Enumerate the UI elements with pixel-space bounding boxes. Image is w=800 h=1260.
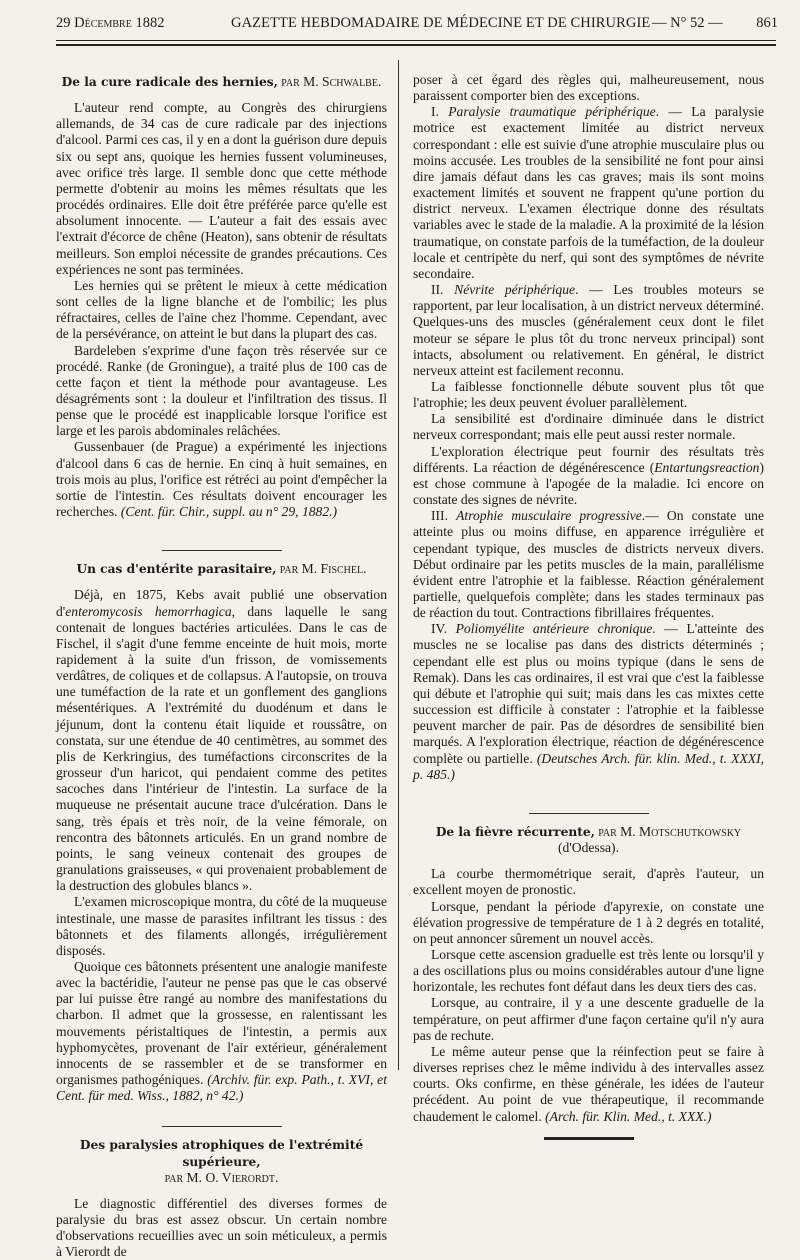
section-number: III. <box>431 508 457 524</box>
paragraph-text: L'exploration électrique peut fournir des résultats très différents. La réaction de dégénérescence ( <box>413 443 764 475</box>
paragraph <box>413 282 764 379</box>
citation: (Arch. für. Klin. Med., t. XXX.) <box>545 1108 712 1124</box>
paragraph <box>413 1044 764 1125</box>
section-number: IV. <box>431 621 456 637</box>
header-rule-thin <box>56 40 776 41</box>
paragraph: Bardeleben s'exprime d'une façon très réservée sur ce procédé. Ranke (de Groningue), a traité plus de 100 cas de cette façon et tient la méthode pour avantageuse. Les désagréments sont : la douleur et l'infiltration des tissus. Il pense que le procédé est inapplicable lorsque l'orifice est large et les parois abdominales relâchées. <box>56 342 387 439</box>
paragraph-text: Le même auteur pense que la réinfection peut se faire à diverses reprises chez le même individu à des intervalles assez courts. Oks confirme, en thèse générale, les idées de l'auteur précédent. Au point de vue thérapeutique, il recommande chaudement le calomel. <box>413 1043 764 1124</box>
paragraph-text: Quoique ces bâtonnets présentent une analogie manifeste avec la bactéridie, l'auteur ne pense pas que le cas observé par lui puisse être rangé au nombre des manifestations du charbon. Il admet que la grossesse, en ralentissant les mouvements péristaltiques de l'intestin, a permis aux hyphomycètes, provenant de l'air extérieur, généralement innocents de se rassembler et de se transformer en organismes pathogéniques. <box>56 958 387 1088</box>
paragraph <box>56 959 387 1104</box>
emphasis: Entartungsreaction <box>654 459 760 475</box>
section-heading: Névrite périphérique <box>454 282 576 298</box>
section-heading: Poliomyélite antérieure chronique <box>455 621 653 637</box>
article-title: Un cas d'entérite parasitaire, <box>76 562 277 577</box>
author-origin: (d'Odessa). <box>558 840 619 856</box>
article-author: par M. Fischel. <box>276 561 367 577</box>
paragraph <box>413 508 764 621</box>
paragraph-text: . — Les troubles moteurs se rapportent, par leur localisation, à un district nerveux déterminé. Quelques-uns des muscles (généralement ceux dont le filet moteur se sépare le plus tôt du tronc nerveux principal) sont intacts, absolument ou relativement. En général, le district nerveux atteint est facilement reconnu. <box>413 282 764 378</box>
paragraph <box>413 104 764 282</box>
article-title: Des paralysies atrophiques de l'extrémité supérieure, <box>79 1138 364 1169</box>
article-author: par M. Motschutkowsky <box>594 823 742 839</box>
paragraph-text: . — L'atteinte des muscles ne se localise pas dans des districts déterminés ; cependant elle est plus ou moins typique (dans le sens de Remak). Dans les cas ordinaires, il est vrai que c'est la faiblesse qui débute et l'atrophie qui suit; mais dans les cas mixtes cette succession est difficile à constater : l'atrophie et la faiblesse peuvent marcher de pair. Pas de désordres de sensibilité bien marqués. A l'exploration électrique, réaction de dégénérescence complète ou partielle. <box>413 621 764 766</box>
column-divider <box>398 60 399 1070</box>
article-title: De la cure radicale des hernies, <box>61 75 278 89</box>
running-header <box>30 12 778 34</box>
paragraph-text: . — La paralysie motrice est exactement limitée au district nerveux correspondant : elle est suivie d'une atrophie musculaire plus ou moins accusée. Les troubles de la sensibilité ne font pour ainsi dire jamais défaut dans les cas graves; mais ils sont moins exactement limités et souvent ne frappent qu'une portion du district nerveux. L'examen électrique donne des résultats variables avec le stade de la maladie. A la proximité de la lésion traumatique, on constate parfois de la tuméfaction, de la douleur locale et centripète du nerf, qui sont des symptômes de névrite secondaire. <box>413 104 764 281</box>
paragraph: L'auteur rend compte, au Congrès des chirurgiens allemands, de 34 cas de cure radicale par des injections d'alcool. Parmi ces cas, il y en a dont la guérison dure depuis six ou sept ans, quoique les hernies fussent volumineuses, avec orifice très large. Il semble donc que cette méthode permette d'obtenir au moins les mêmes résultats que les procédés ordinaires. Elle doit être préférée parce qu'elle est absolument innocente. — L'auteur a fait des essais avec l'extrait d'écorce de chêne (Heaton), sans obtenir de résultats meilleurs. Son emploi nécessite de grandes précautions. Ces expériences ne sont pas terminées. <box>56 100 387 277</box>
paragraph: Les hernies qui se prêtent le mieux à cette médication sont celles de la ligne blanche et de l'ombilic; les plus réfractaires, celles de l'aine chez l'homme. Cependant, avec de la persévérance, on atteint le but dans la plupart des cas. <box>56 277 387 342</box>
paragraph: La courbe thermométrique serait, d'après l'auteur, un excellent moyen de pronostic. <box>413 866 764 898</box>
paragraph: Le diagnostic différentiel des diverses formes de paralysie du bras est assez obscur. Un certain nombre d'observations recueillies avec un soin méticuleux, a permis à Vierordt de <box>56 1195 387 1260</box>
section-number: I. <box>431 104 449 120</box>
paragraph-text: Gussenbauer (de Prague) a expérimenté les injections d'alcool dans 6 cas de hernie. En cinq à huit semaines, en trois mois au plus, l'orifice est rétréci au point d'empêcher la sortie de l'intestin. Ces résultats doivent encourager les recherches. <box>56 439 387 520</box>
right-column <box>413 72 764 1140</box>
paragraph: Lorsque, au contraire, il y a une descente graduelle de la température, on peut affirmer d'une façon certaine qu'il n'y aura pas de rechute. <box>413 995 764 1043</box>
journal-title: GAZETTE HEBDOMADAIRE DE MÉDECINE ET DE CHIRURGIE <box>231 15 651 31</box>
article-title: De la fièvre récurrente, <box>435 824 595 839</box>
paragraph <box>413 621 764 783</box>
paragraph-text: ) est chose commune à l'apogée de la maladie. Ici encore on constate des signes de névrite. <box>413 459 764 508</box>
emphasis: enteromycosis hemorrhagica <box>65 603 232 619</box>
section-heading: Atrophie musculaire progressive <box>456 508 642 524</box>
article-author: par M. O. Vierordt. <box>164 1169 279 1185</box>
paragraph: L'examen microscopique montra, du côté de la muqueuse intestinale, une masse de parasites infiltrant les tissus : des bâtonnets et des filaments allongés, irrégulièrement disposés. <box>56 894 387 958</box>
issue-number: — N° 52 — <box>652 15 723 31</box>
header-rule-thick <box>56 44 776 46</box>
left-column <box>56 74 387 1260</box>
paragraph <box>56 439 387 520</box>
citation: (Cent. für. Chir., suppl. au n° 29, 1882.) <box>120 504 338 520</box>
citation: (Archiv. für. exp. Path., t. XVI, et Cent. für med. Wiss., 1882, n° 42.) <box>56 1072 387 1104</box>
paragraph <box>413 444 764 509</box>
paragraph: La sensibilité est d'ordinaire diminuée dans le district nerveux correspondant; mais elle peut aussi rester normale. <box>413 411 764 443</box>
article-heading-hernies <box>56 74 387 90</box>
paragraph: poser à cet égard des règles qui, malheureusement, nous paraissent comporter bien des exceptions. <box>413 72 764 104</box>
issue-date: 29 Décembre 1882 <box>56 15 165 31</box>
paragraph-text: , dans laquelle le sang contenait de longues bactéries articulées. Dans le cas de Fischel, il s'agit d'une femme enceinte de huit mois, morte rapidement à la suite d'un frisson, de vomissements verdâtres, de coliques et de collapsus. A l'autopsie, on trouva une tuméfaction de la rate et un gonflement des ganglions mésentériques. A l'extrémité du duodénum et dans le jéjunum, dont la contenu était liquide et roussâtre, on constata, sur une étendue de 40 centimètres, au sommet des plis de Kerkringius, des tuméfactions circonscrites de la grosseur d'un haricot, qui pendaient comme des petites sacoches dans l'intérieur de l'intestin. La surface de la muqueuse ne présentait aucune trace d'ulcération. Dans le sang, très épais et très noir, de la veine fémorale, on rencontra des bâtonnets articulés. En un grand nombre de points, le sang veineux contenait des groupes de granulations graisseuses, « qui provenaient probablement de la destruction des globules blancs ». <box>56 603 387 894</box>
section-number: II. <box>431 282 455 298</box>
section-heading: Paralysie traumatique périphérique <box>448 104 656 120</box>
article-author: par M. Schwalbe. <box>277 74 382 89</box>
citation: (Deutsches Arch. für. klin. Med., t. XXXI, p. 485.) <box>413 750 764 782</box>
article-heading-paralysies <box>56 1137 387 1169</box>
paragraph-text: .— On constate une atteinte plus ou moins diffuse, en apparence irrégulière et cependant typique, des muscles de districts nerveux divers. Début ordinaire par les petits muscles de la main, parallélisme évident entre l'atrophie et la faiblesse. Réaction généralement partielle, quelquefois complète; dans les stades terminaux pas de réaction du tout. Contractions fibrillaires fréquentes. <box>413 508 764 621</box>
article-heading-fievre <box>413 824 764 840</box>
paragraph: La faiblesse fonctionnelle débute souvent plus tôt que l'atrophie; les deux peuvent évoluer parallèlement. <box>413 378 764 411</box>
paragraph: Lorsque, pendant la période d'apyrexie, on constate une élévation progressive de température de 1 à 2 degrés en totalité, on peut annoncer sûrement un nouvel accès. <box>413 898 764 946</box>
end-rule <box>544 1137 634 1140</box>
paragraph-text: Déjà, en 1875, Kebs avait publié une observation d' <box>56 587 387 619</box>
page-number: 861 <box>756 15 778 31</box>
article-heading-enterite <box>56 561 387 577</box>
paragraph <box>56 587 387 894</box>
paragraph: Lorsque cette ascension graduelle est très lente ou lorsqu'il y a des oscillations plus ou moins considérables autour d'une ligne horizontale, les rechutes font défaut dans les deux tiers des cas. <box>413 946 764 995</box>
